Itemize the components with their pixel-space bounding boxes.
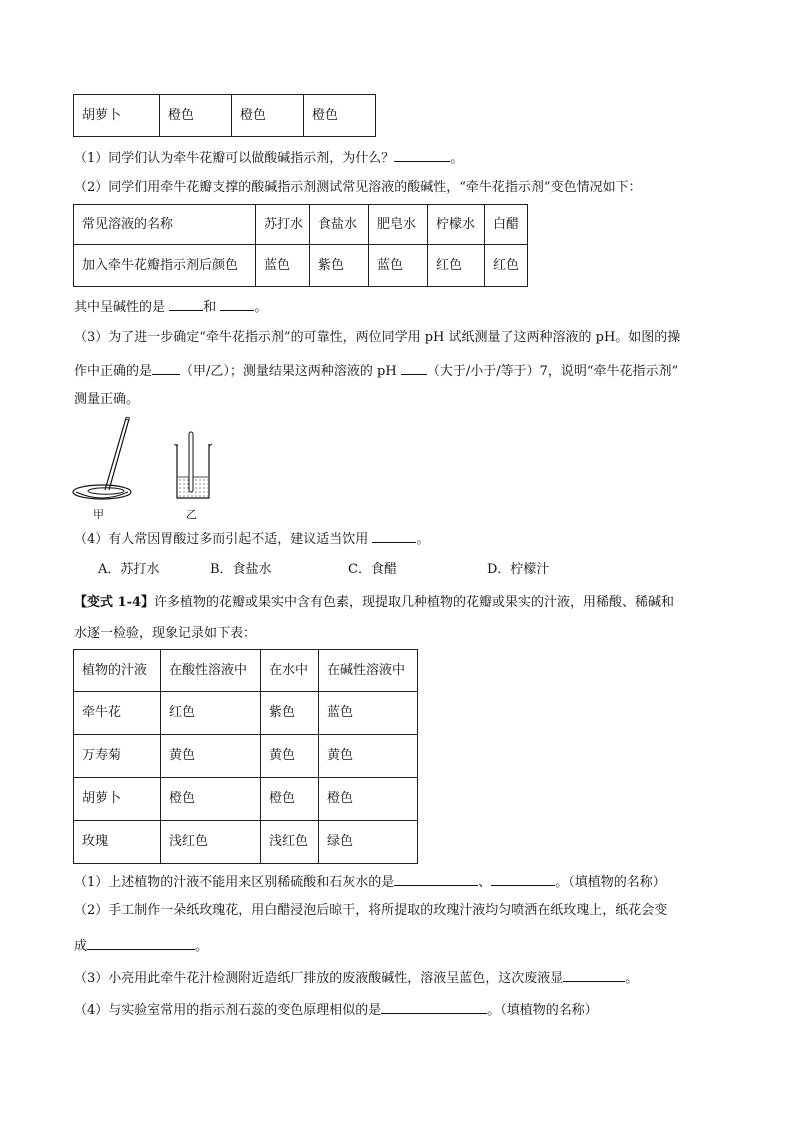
variant-text: 许多植物的花瓣或果实中含有色素，现提取几种植物的花瓣或果实的汁液，用稀酸、稀碱和: [154, 595, 675, 610]
followup-text: 其中呈碱性的是: [74, 300, 166, 315]
variant-tag: 【变式 1-4】: [74, 595, 155, 610]
answer-blank[interactable]: [394, 147, 450, 162]
option-c[interactable]: C．食醋: [348, 562, 397, 577]
question-1-end: 。: [450, 151, 464, 166]
variant-question-2-line-1: [74, 902, 667, 920]
top-table: [73, 94, 376, 137]
table-header-cell: 在碱性溶液中: [319, 650, 418, 692]
option-a[interactable]: A．苏打水: [98, 562, 160, 577]
variant-intro-line-1: [74, 594, 674, 612]
table-cell: 黄色: [319, 735, 418, 778]
question-4-end: 。: [416, 532, 430, 547]
answer-blank[interactable]: [394, 871, 478, 886]
label-yi: 乙: [186, 508, 197, 521]
question-2-followup: [74, 296, 267, 317]
table-cell: 红色: [161, 692, 261, 735]
question-3-text: （甲/乙）；测量结果这两种溶液的 pH: [180, 364, 397, 379]
variant-question-text: 。: [625, 971, 639, 986]
answer-blank[interactable]: [169, 296, 203, 311]
table-cell: 橙色: [161, 778, 261, 821]
top-table-cell: 橙色: [160, 95, 232, 137]
table-cell: 绿色: [319, 821, 418, 864]
table-header-cell: 苏打水: [256, 205, 310, 245]
top-table-cell: 橙色: [304, 95, 376, 137]
question-3-text: 测量正确。: [74, 392, 140, 407]
table-header-cell: 肥皂水: [369, 205, 428, 245]
table-cell: 黄色: [161, 735, 261, 778]
table-header-cell: 食盐水: [310, 205, 369, 245]
table-cell: 紫色: [261, 692, 319, 735]
table-header-cell: 白醋: [485, 205, 528, 245]
variant-intro-line-2: [74, 625, 256, 643]
question-1-text: （1）同学们认为牵牛花瓣可以做酸碱指示剂，为什么？: [74, 151, 395, 166]
table-cell: 牵牛花: [74, 692, 161, 735]
answer-blank[interactable]: [401, 360, 427, 375]
variant-question-text: （4）与实验室常用的指示剂石蕊的变色原理相似的是: [74, 1003, 382, 1018]
variant-question-1: [74, 871, 666, 892]
question-3-line-3: [74, 391, 139, 409]
table-row: [74, 778, 418, 821]
table-cell: 蓝色: [319, 692, 418, 735]
question-2-text: （2）同学们用牵牛花瓣支撑的酸碱指示剂测试常见溶液的酸碱性，“牵牛花指示剂”变色情况如下：: [74, 180, 642, 195]
table-header-cell: 常见溶液的名称: [74, 205, 256, 245]
variant-question-text: 。（填植物的名称）: [555, 875, 666, 890]
table-header-cell: 在水中: [261, 650, 319, 692]
answer-blank[interactable]: [87, 935, 195, 950]
variant-text: 水逐一检验，现象记录如下表：: [74, 626, 257, 641]
table-header-cell: 在酸性溶液中: [161, 650, 261, 692]
followup-end: 。: [254, 300, 268, 315]
table-cell: 万寿菊: [74, 735, 161, 778]
variant-question-text: 成: [74, 939, 88, 954]
table-header-cell: 柠檬水: [428, 205, 485, 245]
table-cell: 橙色: [261, 778, 319, 821]
table-cell: 加入牵牛花瓣指示剂后颜色: [74, 245, 256, 287]
variant-question-4: [74, 999, 598, 1020]
top-table-cell: 橙色: [232, 95, 304, 137]
table-cell: 紫色: [310, 245, 369, 287]
table-header-row: [74, 650, 418, 692]
watch-glass-with-rod: [73, 417, 131, 499]
question-4: [74, 528, 429, 549]
question-3-text: 作中正确的是: [74, 364, 153, 379]
table-cell: 蓝色: [256, 245, 310, 287]
table-cell: 浅红色: [161, 821, 261, 864]
solution-table: [73, 204, 528, 287]
table-cell: 红色: [428, 245, 485, 287]
table-cell: 蓝色: [369, 245, 428, 287]
variant-question-text: （2）手工制作一朵纸玫瑰花，用白醋浸泡后晾干，将所提取的玫瑰汁液均匀喷洒在纸玫瑰上，纸花会变: [74, 903, 668, 918]
table-cell: 玫瑰: [74, 821, 161, 864]
question-3-text: （大于/小于/等于）7，说明“牵牛花指示剂”: [426, 364, 679, 379]
question-3-line-1: [74, 329, 680, 347]
question-1: [74, 147, 463, 168]
variant-question-text: （1）上述植物的汁液不能用来区别稀硫酸和石灰水的是: [74, 875, 395, 890]
beaker-with-rod: [174, 432, 212, 498]
answer-blank[interactable]: [381, 999, 487, 1014]
table-cell: 红色: [485, 245, 528, 287]
question-3-line-2: [74, 360, 678, 381]
label-jia: 甲: [93, 508, 104, 521]
table-header-cell: 植物的汁液: [74, 650, 161, 692]
variant-question-2-line-2: [74, 935, 208, 956]
followup-and: 和: [203, 300, 217, 315]
answer-blank[interactable]: [372, 528, 416, 543]
table-row: [74, 245, 528, 287]
answer-blank[interactable]: [563, 967, 625, 982]
variant-question-text: 。: [195, 939, 209, 954]
plant-juice-table: [73, 649, 418, 864]
answer-blank[interactable]: [220, 296, 254, 311]
table-row: [74, 692, 418, 735]
table-cell: 浅红色: [261, 821, 319, 864]
table-row: [74, 735, 418, 778]
question-3-text: （3）为了进一步确定“牵牛花指示剂”的可靠性，两位同学用 pH 试纸测量了这两种溶液的 pH。如图的操: [74, 330, 681, 345]
option-d[interactable]: D．柠檬汁: [487, 562, 550, 577]
answer-blank[interactable]: [491, 871, 555, 886]
table-cell: 黄色: [261, 735, 319, 778]
variant-question-text: 、: [478, 875, 492, 890]
table-cell: 胡萝卜: [74, 778, 161, 821]
top-table-cell: 胡萝卜: [74, 95, 160, 137]
variant-question-text: （3）小亮用此牵牛花汁检测附近造纸厂排放的废液酸碱性，溶液呈蓝色，这次废液显: [74, 971, 564, 986]
variant-question-text: 。（填植物的名称）: [487, 1003, 598, 1018]
answer-blank[interactable]: [152, 360, 180, 375]
question-4-text: （4）有人常因胃酸过多而引起不适，建议适当饮用: [74, 532, 369, 547]
table-cell: 橙色: [319, 778, 418, 821]
table-row: [74, 821, 418, 864]
variant-question-3: [74, 967, 638, 988]
table-header-row: [74, 205, 528, 245]
option-b[interactable]: B．食盐水: [210, 562, 272, 577]
question-2: [74, 179, 642, 197]
